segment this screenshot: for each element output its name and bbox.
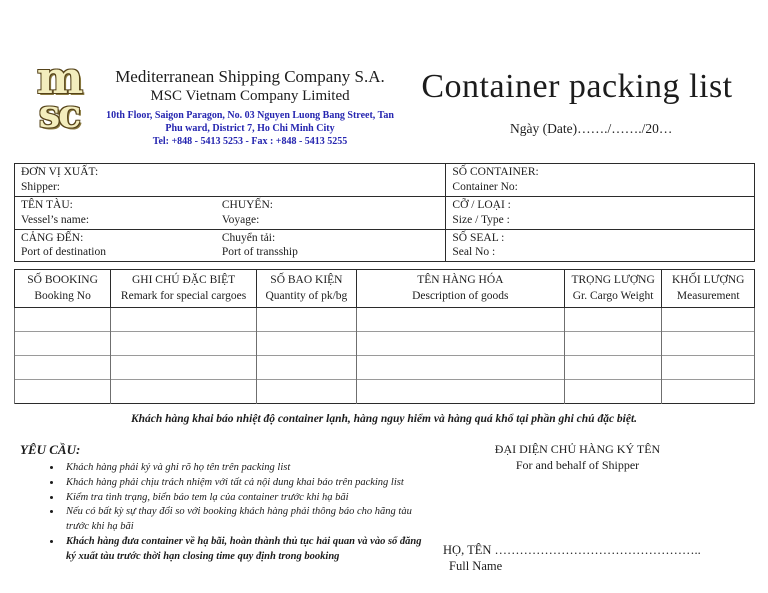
company-name: Mediterranean Shipping Company S.A. (115, 67, 385, 86)
cargo-cell[interactable] (15, 380, 111, 404)
requirements-list (62, 461, 432, 564)
container-no-field[interactable] (446, 163, 755, 196)
msc-logo-letter-m: m (36, 53, 82, 104)
weight-header-vn: TRỌNG LƯỢNG (571, 274, 655, 287)
cargo-table-header-row (15, 270, 755, 308)
table-row (15, 229, 755, 262)
cargo-cell[interactable] (662, 332, 755, 356)
size-type-label-en: Size / Type : (452, 213, 510, 226)
seal-no-label-en: Seal No : (452, 246, 496, 259)
msc-logo (18, 53, 100, 148)
date-line: Ngày (Date)……./……./20… (510, 121, 673, 137)
shipper-label-vn: ĐƠN VỊ XUẤT: (21, 165, 99, 178)
address-line-2: Phu ward, District 7, Ho Chi Minh City (165, 122, 335, 134)
column-header-booking-no (15, 270, 111, 308)
vessel-label-en: Vessel’s name: (21, 213, 90, 226)
cargo-cell[interactable] (356, 308, 564, 332)
column-header-measurement (662, 270, 755, 308)
msc-logo-letters-sc: sc (38, 91, 80, 137)
requirement-item: • Nếu có bất kỳ sự thay đổi so với booking khách hàng phải thông báo cho hãng tàu trước khi hạ bãi (62, 505, 432, 534)
cargo-cell[interactable] (15, 308, 111, 332)
cargo-table (14, 269, 755, 404)
cargo-cell[interactable] (356, 356, 564, 380)
requirement-item: • Kiểm tra tình trạng, biển báo tem lạ của container trước khi hạ bãi (62, 491, 432, 506)
column-header-weight (564, 270, 662, 308)
weight-header-en: Gr. Cargo Weight (572, 289, 654, 302)
full-name-label-en: Full Name (449, 559, 503, 574)
voyage-label-vn: CHUYẾN: (221, 198, 273, 211)
measurement-header-en: Measurement (676, 289, 740, 302)
cargo-cell[interactable] (256, 308, 356, 332)
cargo-cell[interactable] (15, 332, 111, 356)
title-block (400, 60, 754, 148)
cargo-cell[interactable] (356, 380, 564, 404)
size-type-label-vn: CỠ / LOẠI : (452, 198, 511, 211)
quantity-header-vn: SỐ BAO KIỆN (270, 274, 343, 287)
container-no-label-vn: SỐ CONTAINER: (452, 165, 539, 178)
column-header-description (356, 270, 564, 308)
destination-label-en: Port of destination (21, 246, 106, 259)
shipper-label-en: Shipper: (21, 180, 60, 193)
vessel-voyage-field[interactable] (15, 196, 446, 229)
cargo-cell[interactable] (662, 380, 755, 404)
cargo-cell[interactable] (256, 332, 356, 356)
cargo-cell[interactable] (15, 356, 111, 380)
cargo-cell[interactable] (564, 380, 662, 404)
booking-no-header-vn: SỐ BOOKING (27, 274, 98, 287)
cargo-cell[interactable] (662, 356, 755, 380)
seal-no-field[interactable] (446, 229, 755, 262)
address-line-3: Tel: +848 - 5413 5253 - Fax : +848 - 5413 5255 (152, 135, 348, 147)
measurement-header-vn: KHỐI LƯỢNG (671, 274, 745, 287)
destination-transship-field[interactable] (15, 229, 446, 262)
column-header-quantity (256, 270, 356, 308)
document-header (0, 0, 768, 148)
transship-label-en: Port of transship (221, 246, 298, 259)
cargo-cell[interactable] (111, 332, 257, 356)
requirement-item: • Khách hàng phải chịu trách nhiệm với tất cả nội dung khai báo trên packing list (62, 476, 432, 491)
cargo-cell[interactable] (256, 356, 356, 380)
shipper-representative-label-en: For and behalf of Shipper (515, 457, 640, 472)
table-row (15, 196, 755, 229)
seal-no-label-vn: SỐ SEAL : (452, 231, 505, 244)
description-header-en: Description of goods (412, 289, 509, 302)
company-block (100, 60, 400, 148)
cargo-cell[interactable] (256, 380, 356, 404)
booking-no-header-en: Booking No (34, 289, 91, 302)
document-title: Container packing list (421, 68, 733, 105)
voyage-label-en: Voyage: (221, 213, 260, 226)
cargo-cell[interactable] (662, 308, 755, 332)
company-subsidiary: MSC Vietnam Company Limited (150, 88, 350, 105)
full-name-line[interactable]: HỌ, TÊN ………………………………………….. (443, 542, 701, 557)
shipper-field[interactable] (15, 163, 446, 196)
cargo-cell[interactable] (111, 380, 257, 404)
cargo-empty-row (15, 308, 755, 332)
remark-header-en: Remark for special cargoes (120, 289, 247, 302)
special-cargo-note: Khách hàng khai báo nhiệt độ container lạnh, hàng nguy hiểm và hàng quá khổ tại phần ghi chú đặc biệt. (130, 413, 638, 426)
requirement-item: • Khách hàng phải ký và ghi rõ họ tên trên packing list (62, 461, 432, 476)
requirements-section (20, 442, 431, 575)
bottom-section (0, 442, 768, 575)
shipper-representative-label-vn: ĐẠI DIỆN CHỦ HÀNG KÝ TÊN (494, 442, 661, 457)
address-line-1: 10th Floor, Saigon Paragon, No. 03 Nguyen Luong Bang Street, Tan (106, 109, 394, 121)
column-header-remark (111, 270, 257, 308)
description-header-vn: TÊN HÀNG HÓA (417, 274, 504, 287)
requirement-item: • Khách hàng đưa container về hạ bãi, hoàn thành thủ tục hải quan và vào sổ đăng ký xuất tàu trước thời hạn closing time quy định trong booking (62, 535, 432, 564)
cargo-cell[interactable] (564, 332, 662, 356)
cargo-empty-row (15, 356, 755, 380)
cargo-empty-row (15, 332, 755, 356)
cargo-empty-row (15, 380, 755, 404)
cargo-cell[interactable] (564, 308, 662, 332)
container-no-label-en: Container No: (452, 180, 518, 193)
remark-header-vn: GHI CHÚ ĐẶC BIỆT (131, 274, 236, 287)
vessel-label-vn: TÊN TÀU: (21, 198, 73, 211)
quantity-header-en: Quantity of pk/bg (265, 289, 348, 302)
shipment-info-table (14, 163, 755, 263)
cargo-cell[interactable] (564, 356, 662, 380)
requirements-heading: YÊU CẦU: (20, 442, 81, 458)
cargo-cell[interactable] (111, 308, 257, 332)
transship-label-vn: Chuyển tải: (221, 231, 276, 244)
cargo-cell[interactable] (111, 356, 257, 380)
size-type-field[interactable] (446, 196, 755, 229)
signature-section (431, 442, 754, 575)
cargo-cell[interactable] (356, 332, 564, 356)
destination-label-vn: CẢNG ĐẾN: (21, 231, 84, 244)
table-row (15, 163, 755, 196)
